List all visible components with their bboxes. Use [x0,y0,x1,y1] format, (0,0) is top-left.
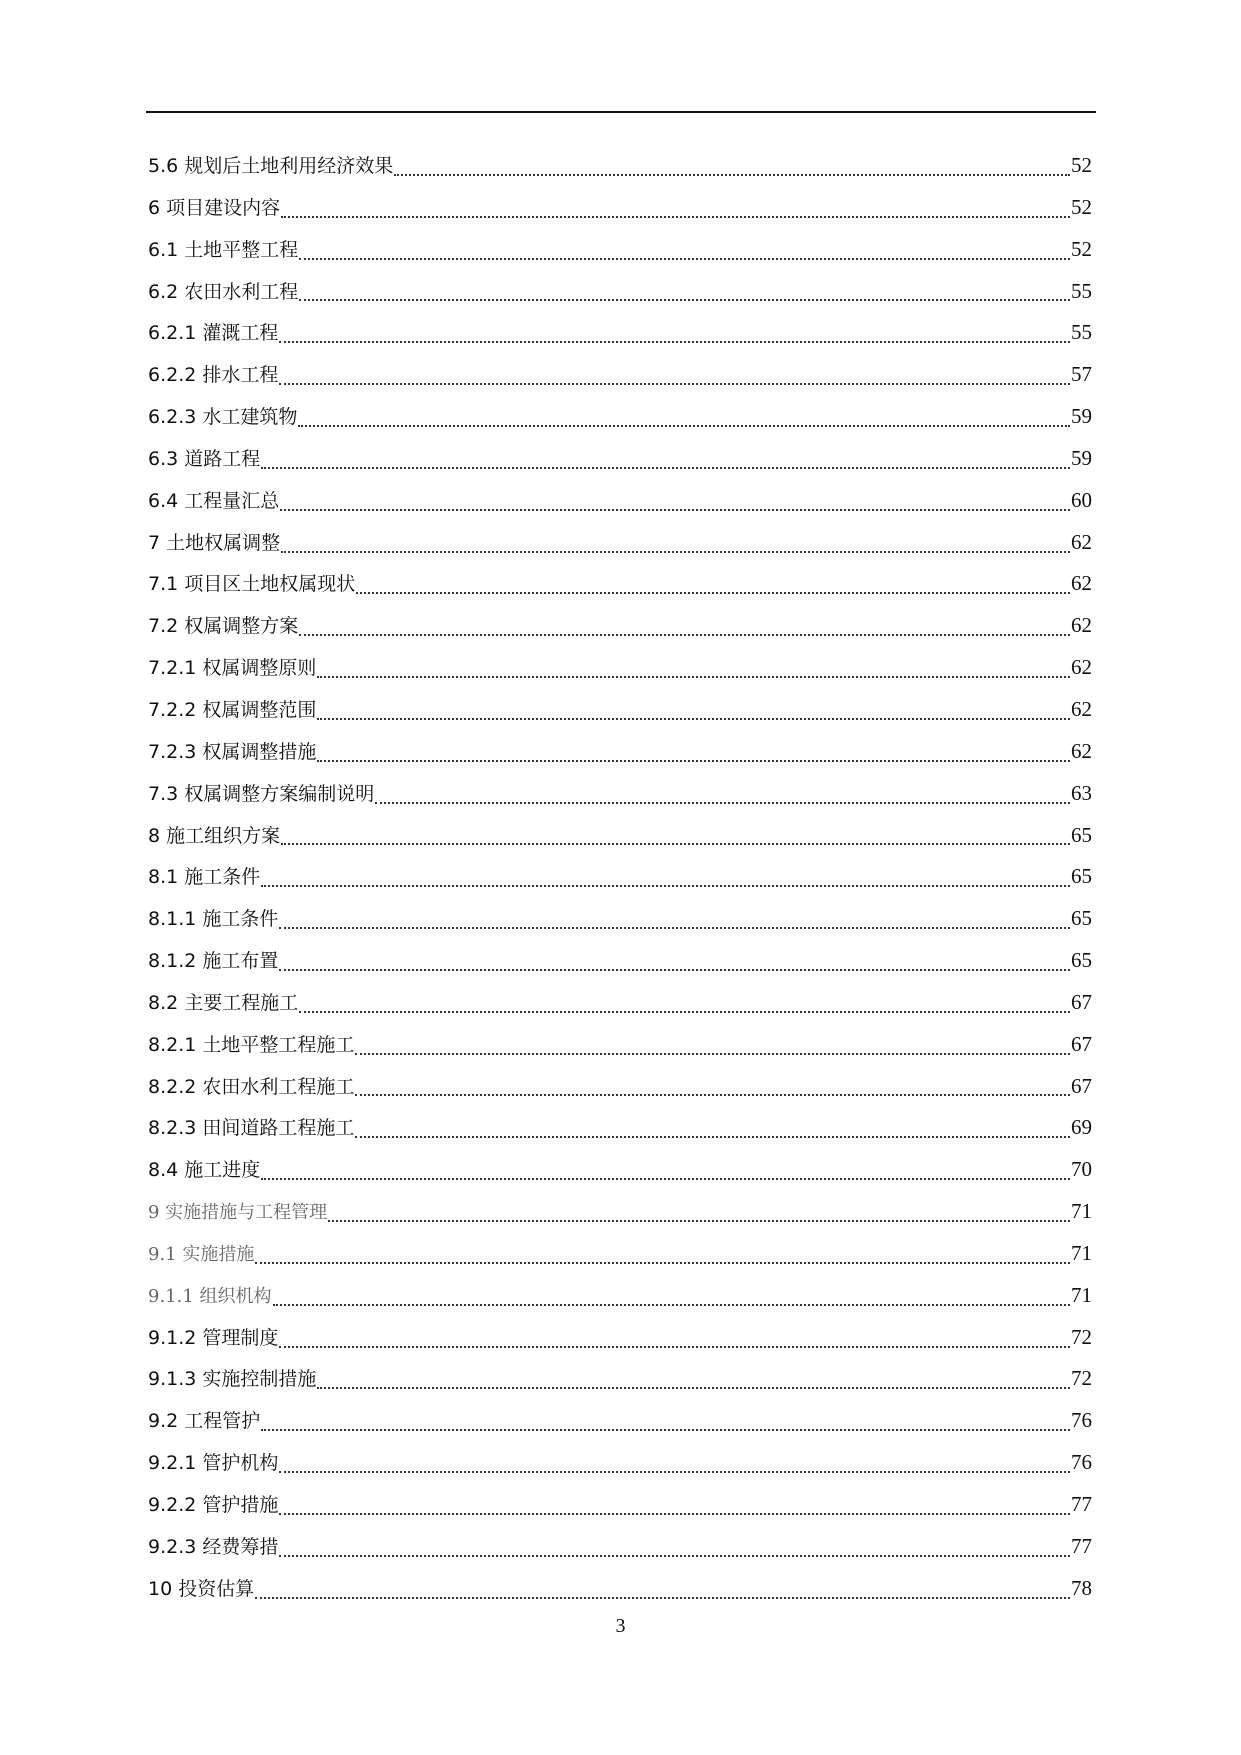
toc-entry-title: 7.1 项目区土地权属现状 [148,573,356,596]
toc-dot-leader [355,1094,1070,1096]
toc-entry-title: 6.3 道路工程 [148,447,261,470]
toc-dot-leader [299,258,1070,260]
toc-dot-leader [317,760,1070,762]
toc-dot-leader [355,1136,1070,1138]
toc-dot-leader [299,1011,1070,1013]
toc-entry-title: 6.1 土地平整工程 [148,238,299,261]
toc-entry-page: 57 [1071,362,1092,387]
toc-entry[interactable] [148,1526,1092,1568]
toc-entry-page: 77 [1071,1492,1092,1516]
toc-dot-leader [255,1597,1070,1599]
toc-entry-page: 70 [1071,1157,1092,1182]
toc-entry-title: 6.2.1 灌溉工程 [148,322,279,345]
toc-dot-leader [356,592,1070,594]
toc-entry-title: 7 土地权属调整 [148,531,281,554]
toc-entry[interactable] [148,354,1092,396]
toc-entry-page: 62 [1071,571,1092,596]
toc-entry[interactable] [148,522,1092,564]
toc-entry[interactable] [148,856,1092,898]
toc-entry-page: 76 [1071,1408,1092,1433]
toc-dot-leader [279,383,1070,385]
toc-entry-title: 9.1 实施措施 [148,1243,255,1265]
toc-entry-page: 52 [1071,153,1092,177]
toc-entry-title: 6.2.2 排水工程 [148,364,279,387]
toc-entry[interactable] [148,689,1092,731]
toc-dot-leader [261,1178,1070,1180]
header-rule [146,111,1096,113]
toc-dot-leader [273,1304,1070,1306]
toc-entry[interactable] [148,1066,1092,1108]
toc-entry-title: 8.2.2 农田水利工程施工 [148,1075,355,1098]
toc-entry[interactable] [148,396,1092,438]
toc-entry-title: 8.1.2 施工布置 [148,950,279,973]
toc-entry-title: 9.2 工程管护 [148,1410,261,1433]
toc-entry-title: 8.4 施工进度 [148,1159,261,1182]
toc-dot-leader [355,1053,1070,1055]
toc-entry[interactable] [148,271,1092,313]
toc-entry[interactable] [148,940,1092,982]
toc-entry-page: 62 [1071,696,1092,721]
toc-entry[interactable] [148,229,1092,271]
toc-dot-leader [281,843,1070,845]
toc-dot-leader [279,1471,1070,1473]
toc-dot-leader [299,299,1070,301]
toc-entry-title: 8.1 施工条件 [148,866,261,889]
toc-dot-leader [298,425,1070,427]
toc-entry-title: 8.2.1 土地平整工程施工 [148,1033,355,1056]
toc-dot-leader [280,509,1070,511]
toc-entry[interactable] [148,145,1092,187]
toc-entry-page: 78 [1071,1575,1092,1600]
toc-dot-leader [394,174,1070,176]
toc-dot-leader [261,885,1070,887]
toc-entry[interactable] [148,1442,1092,1484]
toc-entry-title: 9.2.1 管护机构 [148,1452,279,1475]
toc-entry-page: 65 [1071,822,1092,847]
toc-entry-page: 62 [1071,655,1092,680]
toc-entry-title: 9 实施措施与工程管理 [148,1202,328,1224]
toc-entry-title: 6.4 工程量汇总 [148,489,280,512]
toc-entry-title: 6.2.3 水工建筑物 [148,406,298,429]
toc-entry[interactable] [148,731,1092,773]
toc-dot-leader [279,1555,1070,1557]
toc-dot-leader [279,969,1070,971]
toc-entry-page: 71 [1071,1199,1092,1224]
toc-entry-title: 6.2 农田水利工程 [148,280,299,303]
toc-entry-page: 55 [1071,320,1092,345]
toc-entry[interactable] [148,1400,1092,1442]
toc-dot-leader [281,551,1070,553]
toc-entry-page: 71 [1071,1240,1092,1265]
toc-entry-page: 62 [1071,738,1092,763]
toc-entry-page: 72 [1071,1324,1092,1349]
toc-entry-title: 8.1.1 施工条件 [148,908,279,931]
toc-entry-page: 67 [1071,989,1092,1014]
toc-entry[interactable] [148,312,1092,354]
toc-entry[interactable] [148,187,1092,229]
toc-entry[interactable] [148,1149,1092,1191]
toc-entry[interactable] [148,1358,1092,1400]
toc-entry-title: 9.1.1 组织机构 [148,1285,272,1307]
toc-entry-page: 63 [1071,780,1092,805]
toc-entry-page: 59 [1071,445,1092,470]
toc-entry-page: 71 [1071,1282,1092,1307]
toc-entry-page: 65 [1071,906,1092,931]
table-of-contents [148,145,1092,1610]
toc-dot-leader [279,927,1070,929]
toc-dot-leader [375,802,1070,804]
toc-entry-page: 67 [1071,1031,1092,1056]
toc-entry-title: 7.3 权属调整方案编制说明 [148,782,375,805]
toc-entry[interactable] [148,480,1092,522]
toc-entry[interactable] [148,1191,1092,1233]
toc-dot-leader [317,718,1070,720]
toc-entry-title: 8 施工组织方案 [148,824,281,847]
toc-entry-title: 10 投资估算 [148,1577,255,1600]
toc-entry-page: 59 [1071,404,1092,429]
toc-dot-leader [279,1513,1070,1515]
toc-entry-page: 65 [1071,864,1092,889]
toc-entry[interactable] [148,1317,1092,1359]
page-number: 3 [615,1615,626,1637]
toc-dot-leader [299,634,1070,636]
toc-entry-title: 9.2.2 管护措施 [148,1494,279,1516]
toc-entry-page: 60 [1071,487,1092,512]
toc-entry-page: 76 [1071,1450,1092,1475]
toc-entry[interactable] [148,1107,1092,1149]
toc-entry-title: 9.1.2 管理制度 [148,1326,279,1349]
toc-entry-page: 69 [1071,1115,1092,1140]
toc-entry[interactable] [148,1233,1092,1275]
toc-dot-leader [281,216,1070,218]
toc-entry[interactable] [148,898,1092,940]
toc-entry-page: 52 [1071,194,1092,219]
toc-entry[interactable] [148,438,1092,480]
toc-entry-page: 62 [1071,613,1092,638]
toc-entry-page: 62 [1071,529,1092,554]
toc-entry[interactable] [148,647,1092,689]
toc-dot-leader [261,467,1070,469]
toc-entry-title: 9.1.3 实施控制措施 [148,1368,317,1391]
toc-entry-page: 67 [1071,1073,1092,1098]
toc-dot-leader [279,1346,1070,1348]
toc-entry-title: 6 项目建设内容 [148,196,281,219]
toc-entry[interactable] [148,1568,1092,1610]
toc-entry-page: 77 [1071,1533,1092,1558]
toc-entry-title: 8.2 主要工程施工 [148,991,299,1014]
toc-entry[interactable] [148,1024,1092,1066]
toc-entry-title: 7.2.3 权属调整措施 [148,740,317,763]
toc-dot-leader [261,1429,1070,1431]
toc-entry-title: 9.2.3 经费筹措 [148,1535,279,1558]
toc-entry[interactable] [148,563,1092,605]
toc-entry[interactable] [148,982,1092,1024]
toc-dot-leader [255,1262,1070,1264]
toc-entry-title: 7.2.2 权属调整范围 [148,698,317,721]
toc-entry-title: 8.2.3 田间道路工程施工 [148,1117,355,1140]
toc-entry[interactable] [148,815,1092,857]
toc-dot-leader [317,676,1070,678]
toc-dot-leader [328,1220,1070,1222]
toc-entry-page: 72 [1071,1366,1092,1391]
toc-entry-page: 55 [1071,278,1092,303]
toc-entry-page: 65 [1071,948,1092,973]
toc-entry[interactable] [148,1484,1092,1526]
toc-entry-page: 52 [1071,236,1092,261]
toc-entry[interactable] [148,605,1092,647]
toc-entry[interactable] [148,773,1092,815]
toc-entry[interactable] [148,1275,1092,1317]
toc-entry-title: 7.2 权属调整方案 [148,615,299,638]
toc-entry-title: 5.6 规划后土地利用经济效果 [148,155,394,177]
toc-dot-leader [317,1387,1070,1389]
toc-entry-title: 7.2.1 权属调整原则 [148,657,317,680]
toc-dot-leader [279,341,1070,343]
